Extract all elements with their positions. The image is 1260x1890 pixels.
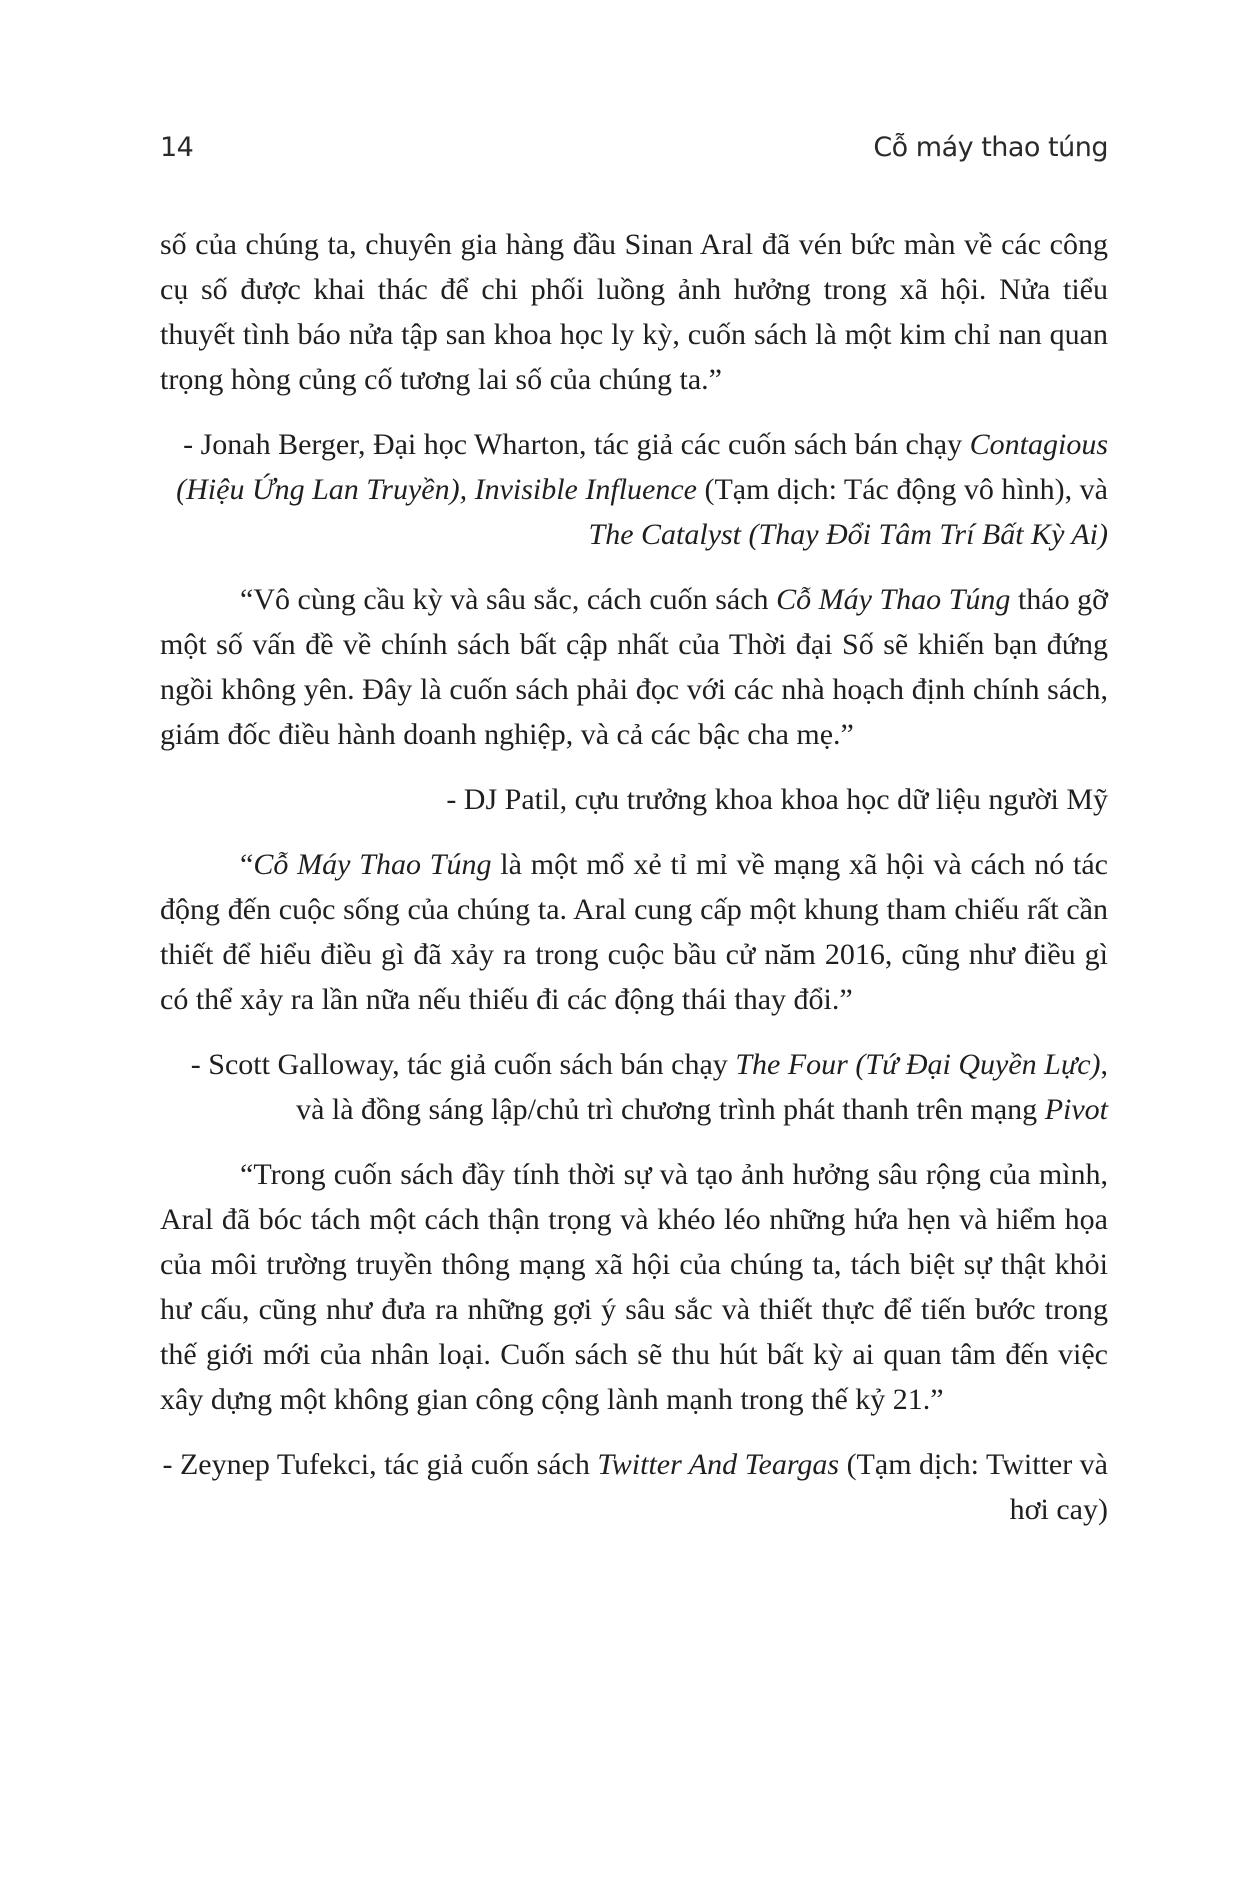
text-run: - Zeynep Tufekci, tác giả cuốn sách	[162, 1448, 598, 1481]
blurb-quote	[160, 222, 1108, 402]
text-run: “Trong cuốn sách đầy tính thời sự và tạo ảnh hưởng sâu rộng của mình, Aral đã bóc tách một cách thận trọng và khéo léo những hứa hẹn và hiểm họa của môi trường truyền thông mạng xã hội của chúng ta, tách biệt sự thật khỏi hư cấu, cũng như đưa ra những gợi ý sâu sắc và thiết thực để tiến bước trong thế giới mới của nhân loại. Cuốn sách sẽ thu hút bất kỳ ai quan tâm đến việc xây dựng một không gian công cộng lành mạnh trong thế kỷ 21.”	[160, 1158, 1108, 1416]
blurb-quote	[160, 1152, 1108, 1422]
blurb-quote	[160, 842, 1108, 1022]
italic-text-run: Cỗ Máy Thao Túng	[253, 848, 492, 881]
page-header	[160, 132, 1108, 172]
blurb-attribution	[160, 1042, 1108, 1132]
italic-text-run: Contagious (Hiệu Ứng Lan Truyền), Invisible Influence	[176, 428, 1108, 506]
page-number: 14	[160, 132, 194, 163]
text-run: “Vô cùng cầu kỳ và sâu sắc, cách cuốn sách	[240, 583, 777, 616]
page-content	[160, 222, 1108, 1532]
blurb-attribution	[160, 1442, 1108, 1532]
running-title: Cỗ máy thao túng	[873, 132, 1108, 163]
text-run: tháo gỡ một số vấn đề về chính sách bất cập nhất của Thời đại Số sẽ khiến bạn đứng ngồi không yên. Đây là cuốn sách phải đọc với các nhà hoạch định chính sách, giám đốc điều hành doanh nghiệp, và cả các bậc cha mẹ.”	[160, 583, 1109, 751]
blurb-attribution	[160, 422, 1108, 557]
text-run: số của chúng ta, chuyên gia hàng đầu Sinan Aral đã vén bức màn về các công cụ số được khai thác để chi phối luồng ảnh hưởng trong xã hội. Nửa tiểu thuyết tình báo nửa tập san khoa học ly kỳ, cuốn sách là một kim chỉ nan quan trọng hòng củng cố tương lai số của chúng ta.”	[160, 228, 1108, 396]
text-run: (Tạm dịch: Twitter và hơi cay)	[839, 1448, 1108, 1526]
italic-text-run: The Catalyst (Thay Đổi Tâm Trí Bất Kỳ Ai)	[588, 518, 1108, 551]
text-run: - Jonah Berger, Đại học Wharton, tác giả các cuốn sách bán chạy	[183, 428, 970, 461]
text-run: - Scott Galloway, tác giả cuốn sách bán chạy	[190, 1048, 736, 1081]
italic-text-run: Twitter And Teargas	[597, 1448, 840, 1481]
text-run: - DJ Patil, cựu trưởng khoa khoa học dữ liệu người Mỹ	[446, 783, 1108, 816]
text-run: “	[240, 848, 254, 881]
blurb-quote	[160, 577, 1108, 757]
text-run: (Tạm dịch: Tác động vô hình), và	[696, 473, 1108, 506]
italic-text-run: Cỗ Máy Thao Túng	[776, 583, 1011, 616]
italic-text-run: Pivot	[1044, 1093, 1108, 1126]
italic-text-run: The Four (Tứ Đại Quyền Lực)	[735, 1048, 1101, 1081]
blurb-attribution	[160, 777, 1108, 822]
text-run: là một mổ xẻ tỉ mỉ về mạng xã hội và cách nó tác động đến cuộc sống của chúng ta. Aral cung cấp một khung tham chiếu rất cần thiết để hiểu điều gì đã xảy ra trong cuộc bầu cử năm 2016, cũng như điều gì có thể xảy ra lần nữa nếu thiếu đi các động thái thay đổi.”	[160, 848, 1108, 1016]
text-run: , và là đồng sáng lập/chủ trì chương trình phát thanh trên mạng	[296, 1048, 1108, 1126]
